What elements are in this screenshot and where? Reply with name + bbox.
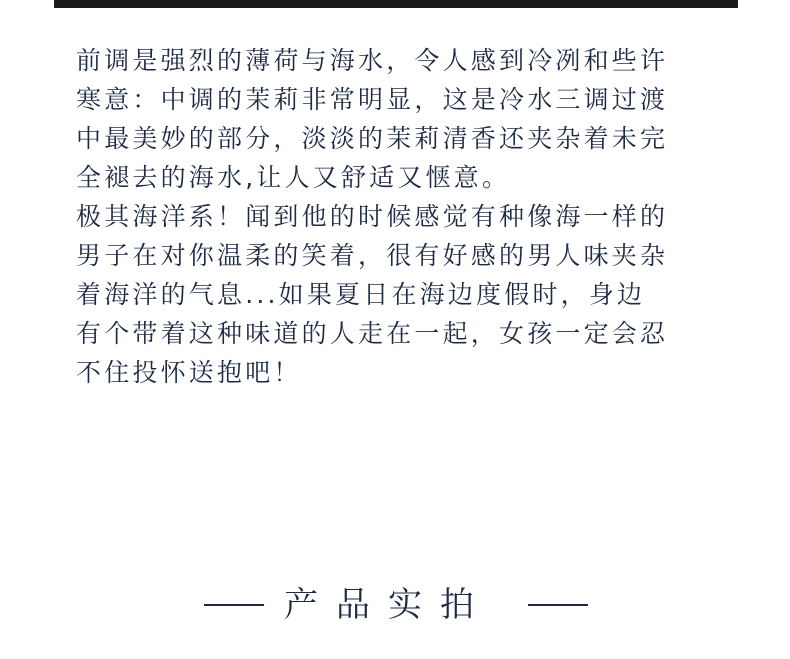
description-line: 寒意：中调的茉莉非常明显，这是冷水三调过渡 bbox=[76, 85, 669, 114]
description-line: 中最美妙的部分，淡淡的茉莉清香还夹杂着未完 bbox=[76, 124, 669, 153]
description-line: 不住投怀送抱吧！ bbox=[76, 358, 302, 387]
section-title: 产品实拍 bbox=[284, 585, 492, 625]
description-line: 前调是强烈的薄荷与海水，令人感到冷冽和些许 bbox=[76, 46, 669, 75]
section-heading bbox=[0, 580, 790, 630]
description-line: 极其海洋系！闻到他的时候感觉有种像海一样的 bbox=[76, 202, 669, 231]
product-description bbox=[76, 41, 736, 392]
description-line: 有个带着这种味道的人走在一起，女孩一定会忍 bbox=[76, 319, 669, 348]
description-line: 男子在对你温柔的笑着，很有好感的男人味夹杂 bbox=[76, 241, 669, 270]
description-line: 着海洋的气息...如果夏日在海边度假时，身边 bbox=[76, 280, 646, 309]
description-line: 全褪去的海水,让人又舒适又惬意。 bbox=[76, 163, 511, 192]
heading-rule-right bbox=[528, 604, 588, 606]
top-banner-edge bbox=[54, 0, 738, 8]
heading-rule-left bbox=[204, 604, 264, 606]
